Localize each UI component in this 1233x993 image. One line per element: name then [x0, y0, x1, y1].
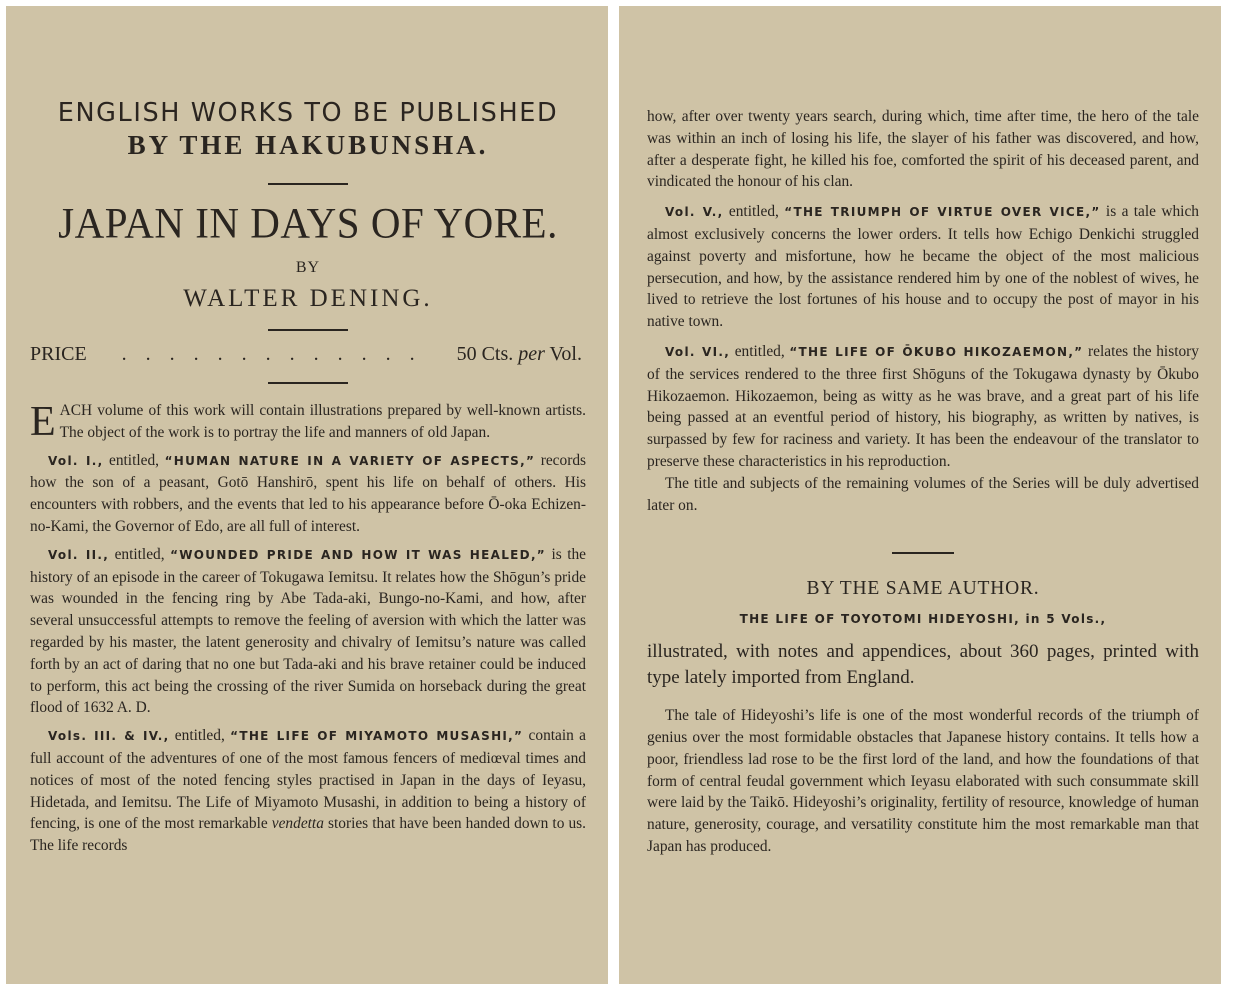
- vol2-title: “WOUNDED PRIDE AND HOW IT WAS HEALED,”: [170, 547, 546, 562]
- same-author-heading: BY THE SAME AUTHOR.: [806, 578, 1040, 600]
- price-value: 50 Cts. per Vol.: [456, 343, 582, 365]
- price-label: PRICE: [30, 343, 87, 365]
- publisher-subheading: BY THE HAKUBUNSHA.: [127, 130, 489, 160]
- vol5-title: “THE TRIUMPH OF VIRTUE OVER VICE,”: [784, 205, 1101, 220]
- divider-rule: [268, 183, 348, 185]
- vol6-paragraph: Vol. VI., entitled, “THE LIFE OF ŌKUBO HIKOZAEMON,” relates the history of the services rendered to the three first Shōguns of the Tokugawa dynasty by Ōkubo Hikozaemon. Hikozaemon, being as witty as he was brave, and a great part of his life being passed at an eventful period of history, his biography, as written by natives, is surpassed by few for raciness and variety. It has been the endeavour of the translator to preserve these characteristics in his reproduction.: [647, 342, 1199, 470]
- vol5-paragraph: Vol. V., entitled, “THE TRIUMPH OF VIRTUE OVER VICE,” is a tale which almost exclusively concerns the lower orders. It tells how Echigo Denkichi struggled against poverty and misfortune, how he became the object of the most malicious persecution, and how, by the assistance rendered him by one of the noblest of wives, he lived to retrieve the lost fortunes of his house and to occupy the post of mayor in his native town.: [647, 203, 1199, 331]
- hideyoshi-title: THE LIFE OF TOYOTOMI HIDEYOSHI,: [739, 612, 1020, 627]
- left-page: [6, 6, 608, 984]
- continued-paragraph: how, after over twenty years search, during which, time after time, the hero of the tale was within an inch of losing his life, the slayer of his father was discovered, and how, after a desperate fight, he killed his foe, comforted the spirit of his deceased parent, and vindicated the honour of his clan.: [647, 108, 1199, 191]
- vol2-paragraph: Vol. II., entitled, “WOUNDED PRIDE AND HOW IT WAS HEALED,” is the history of an episode in the career of Tokugawa Iemitsu. It relates how the Shōgun’s pride was wounded in the fencing ring by Abe Tada-aki, Bungo-no-Kami, and how, after several unsuccessful attempts to remove the feeling of aversion with which the latter was regarded by his master, the latent generosity and chivalry of Iemitsu’s nature was called forth by an act of daring that no one but Tada-aki and his brave retainer could be induced to perform, this act being the crossing of the river Sumida on horseback during the great flood of 1632 A. D.: [30, 545, 587, 717]
- author-name: WALTER DENING.: [183, 285, 433, 312]
- divider-rule: [268, 382, 348, 384]
- divider-rule: [892, 552, 954, 554]
- hideyoshi-description: illustrated, with notes and appendices, about 360 pages, printed with type lately imported from England.: [647, 641, 1199, 689]
- vol34-paragraph: Vols. III. & IV., entitled, “THE LIFE OF MIYAMOTO MUSASHI,” contain a full account of the adventures of one of the most famous fencers of mediœval times and notices of most of the noted fencing styles practised in Japan in the days of Ieyasu, Hidetada, and Iemitsu. The Life of Miyamoto Musashi, in addition to being a history of fencing, is one of the most remarkable vendetta stories that have been handed down to us. The life records: [30, 727, 587, 855]
- price-line: [30, 343, 586, 366]
- divider-rule: [268, 329, 348, 331]
- hideyoshi-paragraph: The tale of Hideyoshi’s life is one of the most wonderful records of the triumph of genius over the most formidable obstacles that Japanese history contains. It tells how a poor, friendless lad rose to be the first lord of the land, and how the foundations of that form of central feudal government which Ieyasu elaborated with such consummate skill were laid by the Taikō. Hideyoshi’s originality, fertility of resource, knowledge of human nature, generosity, courage, and versatility constitute him the most remarkable man that Japan has produced.: [647, 707, 1199, 855]
- vol1-paragraph: Vol. I., entitled, “HUMAN NATURE IN A VARIETY OF ASPECTS,” records how the son of a peasant, Gotō Hanshirō, spent his life on behalf of others. His encounters with robbers, and the events that led to his appearance before Ō-oka Echizen-no-Kami, the Governor of Edo, are all full of interest.: [30, 451, 587, 535]
- vol1-title: “HUMAN NATURE IN A VARIETY OF ASPECTS,”: [164, 453, 536, 468]
- vol6-title: “THE LIFE OF ŌKUBO HIKOZAEMON,”: [789, 344, 1084, 359]
- price-dots: . . . . . . . . . . . . .: [121, 343, 422, 365]
- vol34-title: “THE LIFE OF MIYAMOTO MUSASHI,”: [230, 729, 524, 744]
- by-line: BY: [295, 259, 321, 276]
- drop-cap: E: [30, 399, 56, 445]
- hideyoshi-title-line: THE LIFE OF TOYOTOMI HIDEYOSHI, in 5 Vols.,: [739, 612, 1107, 627]
- publisher-heading: ENGLISH WORKS TO BE PUBLISHED: [57, 98, 559, 128]
- right-page: [619, 6, 1221, 984]
- book-title: JAPAN IN DAYS OF YORE.: [58, 198, 558, 248]
- intro-paragraph: EACH volume of this work will contain illustrations prepared by well-known artists. The object of the work is to portray the life and manners of old Japan.: [30, 399, 586, 445]
- remaining-paragraph: The title and subjects of the remaining volumes of the Series will be duly advertised later on.: [647, 474, 1199, 514]
